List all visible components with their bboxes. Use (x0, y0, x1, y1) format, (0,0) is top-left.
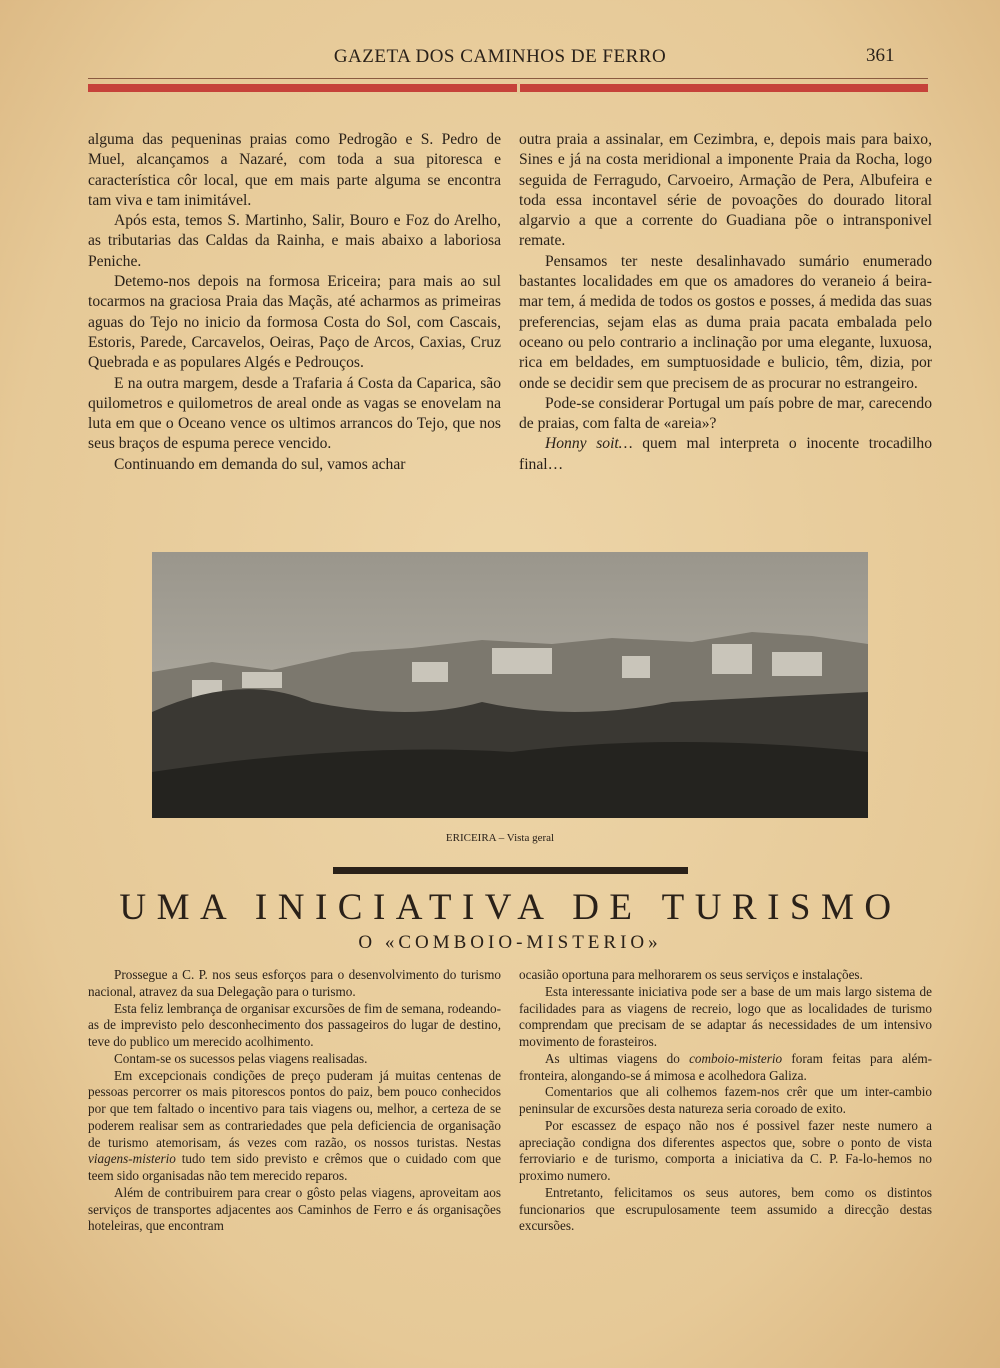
running-header-title: GAZETA DOS CAMINHOS DE FERRO (333, 46, 667, 67)
paragraph: outra praia a assinalar, em Cezimbra, e, depois mais para baixo, Sines e já na costa meridional a imponente Praia da Rocha, logo seguida de Ferragudo, Carvoeiro, Armação de Pera, Albufeira e toda essa incontavel série de povoações do dourado litoral algarvio a que a corrente do Guadiana põe o intransponivel remate. (519, 131, 932, 250)
paragraph: ocasião oportuna para melhorarem os seus serviços e instalações. (519, 967, 863, 982)
top-left-column (88, 130, 501, 475)
paragraph (519, 434, 932, 475)
page-number: 361 (866, 45, 895, 66)
paragraph: alguma das pequeninas praias como Pedrogão e S. Pedro de Muel, alcançamos a Nazaré, com toda a sua pitoresca e característica côr local, que em mais parte alguma se encontra tam viva e tam inimitável. (88, 131, 501, 209)
paragraph: E na outra margem, desde a Trafaria á Costa da Caparica, são quilometros e quilometros de areal onde as vagas se enovelam na luta em que o Oceano vence os ultimos arrancos do Tejo, que nos seus braços de espuma perece vencido. (88, 374, 501, 453)
italic-phrase: comboio-misterio (689, 1050, 783, 1066)
ericeira-photo (152, 552, 868, 818)
closing-text: quem mal interpreta o inocente trocadilho final… (519, 435, 932, 473)
text: As ultimas viagens do (545, 1050, 690, 1066)
text: tudo tem sido previsto e crêmos que o cuidado com que teem sido organisadas não tem merecido reparos. (88, 1151, 501, 1183)
header-rule-gap (517, 82, 520, 94)
paragraph: Prossegue a C. P. nos seus esforços para o desenvolvimento do turismo nacional, atravez da sua Delegação para o turismo. (88, 967, 501, 999)
header-thin-rule (88, 78, 928, 79)
photo-caption: ERICEIRA – Vista geral (445, 832, 555, 844)
paragraph: Contam-se os sucessos pelas viagens realisadas. (114, 1050, 368, 1066)
paragraph: Detemo-nos depois na formosa Ericeira; para mais ao sul tocarmos na graciosa Praia das Maçãs, até acharmos as primeiras aguas do Tejo no inicio da formosa Costa do Sol, com Cascais, Estoris, Parede, Carcavelos, Oeiras, Paço de Arcos, Caxias, Cruz Quebrada e as populares Algés e Pedrouços. (88, 273, 501, 372)
top-right-column (519, 130, 932, 475)
paragraph: Entretanto, felicitamos os seus autores, bem como os distintos funcionarios que escrupulosamente teem assumido a direcção destas excursões. (519, 1184, 932, 1234)
paragraph (519, 1051, 932, 1085)
article-right-column (519, 967, 932, 1235)
paragraph: Comentarios que ali colhemos fazem-nos crêr que um inter-cambio peninsular de excursões desta natureza seria coroado de exito. (519, 1084, 932, 1116)
article-left-column (88, 967, 501, 1235)
paragraph: Esta feliz lembrança de organisar excursões de fim de semana, rodeando-as de imprevisto pelo desconhecimento dos passageiros do lugar de destino, teve do publico um merecido acolhimento. (88, 1000, 501, 1049)
paragraph: Continuando em demanda do sul, vamos achar (114, 455, 406, 473)
header-red-rule (88, 84, 928, 92)
text: Em excepcionais condições de preço puderam já muitas centenas de pessoas percorrer os mais pitorescos pontos do paiz, bem pouco conhecidos por que tem faltado o incentivo para tais viagens ou, melhor, a certeza de se poderem realisar sem as contrariedades que pela deficiencia de organisação de turismo atemorisam, ás vezes com razão, os nossos turistas. (88, 1067, 501, 1150)
paragraph: Após esta, temos S. Martinho, Salir, Bouro e Foz do Arelho, as tributarias das Caldas da Rainha, e mais abaixo a laboriosa Peniche. (88, 212, 501, 270)
paragraph: Além de contribuirem para crear o gôsto pelas viagens, aproveitam aos serviços de transportes adjacentes aos Caminhos de Ferro e ás organisações hoteleiras, que encontram (88, 1184, 501, 1234)
paragraph: Esta interessante iniciativa pode ser a base de um mais largo sistema de facilidades para as viagens de recreio, logo que as localidades de turismo comprendam que precisam de se adaptar ás necessidades de um intensivo movimento de forasteiros. (519, 983, 932, 1049)
article-headline: UMA INICIATIVA DE TURISMO (119, 887, 902, 928)
paragraph: Por escassez de espaço não nos é possivel fazer neste numero a apreciação condigna dos diferentes aspectos que, sobre o ponto de vista ferroviario e de turismo, comporta a iniciativa da C. P. Fa-lo-hemos no proximo numero. (519, 1117, 932, 1183)
italic-phrase: viagens-misterio (88, 1151, 176, 1167)
article-subhead: O «COMBOIO-MISTERIO» (358, 932, 662, 953)
text: Nestas (465, 1134, 501, 1150)
title-rule (333, 867, 688, 874)
text: foram feitas para além-fronteira, alongando-se á mimosa e acolhedora Galiza. (519, 1050, 932, 1083)
paragraph (88, 1068, 501, 1185)
paragraph: Pensamos ter neste desalinhavado sumário enumerado bastantes localidades em que os amadores do veraneio á beira-mar tem, á medida de todos os gostos e posses, á medida das suas preferencias, sejam elas as duma praia pacata embalada pelo oceano ou pelo contrario a inclinação por uma elegante, luxuosa, rica em beldades, em sumptuosidade e bulicio, têm, dizia, por onde se decidir sem que precisem de as procurar no estrangeiro. (519, 252, 932, 392)
italic-phrase: Honny soit… (545, 435, 633, 453)
paragraph: Pode-se considerar Portugal um país pobre de mar, carecendo de praias, com falta de «areia»? (519, 394, 932, 433)
town-panorama-image (152, 552, 868, 818)
